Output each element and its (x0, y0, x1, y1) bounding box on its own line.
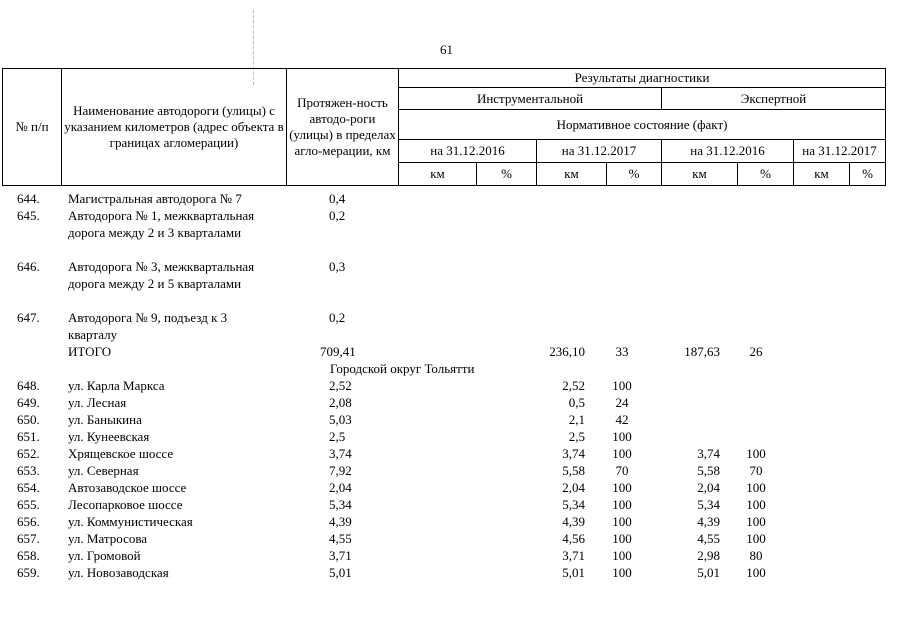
instrumental-km: 5,58 (562, 463, 585, 478)
expert-pct: 100 (746, 480, 766, 495)
row-number: 659. (17, 565, 40, 580)
total-instrumental-km: 236,10 (549, 344, 585, 359)
road-length: 5,01 (329, 565, 352, 580)
instrumental-km: 2,04 (562, 480, 585, 495)
row-number: 644. (17, 191, 40, 206)
instrumental-km: 5,01 (562, 565, 585, 580)
instrumental-pct: 100 (612, 531, 632, 546)
expert-pct: 80 (749, 548, 763, 563)
instrumental-km: 2,5 (568, 429, 585, 444)
total-length: 709,41 (320, 344, 356, 359)
road-length: 0,2 (329, 208, 346, 223)
row-number: 654. (17, 480, 40, 495)
instrumental-km: 4,39 (562, 514, 585, 529)
table-row (0, 190, 905, 207)
row-number: 646. (17, 259, 40, 274)
instrumental-km: 3,74 (562, 446, 585, 461)
instrumental-pct: 42 (615, 412, 629, 427)
table-row (0, 258, 905, 309)
total-row (0, 343, 905, 360)
expert-pct: 100 (746, 497, 766, 512)
row-number: 657. (17, 531, 40, 546)
instrumental-pct: 100 (612, 565, 632, 580)
road-name: Автодорога № 3, межквартальная дорога между 2 и 5 кварталами (68, 259, 255, 291)
road-name: ул. Баныкина (68, 412, 142, 427)
road-name: ул. Карла Маркса (68, 378, 165, 393)
row-number: 649. (17, 395, 40, 410)
header-results: Результаты диагностики (399, 69, 886, 88)
header-km: км (537, 163, 607, 186)
table-row (0, 479, 905, 496)
instrumental-km: 0,5 (568, 395, 585, 410)
row-number: 656. (17, 514, 40, 529)
road-name: Хрящевское шоссе (68, 446, 174, 461)
header-date-4: на 31.12.2017 (794, 140, 886, 163)
road-name: Автозаводское шоссе (68, 480, 187, 495)
expert-km: 5,34 (697, 497, 720, 512)
header-pct: % (477, 163, 537, 186)
instrumental-pct: 100 (612, 480, 632, 495)
table-row (0, 207, 905, 258)
total-label: ИТОГО (68, 344, 112, 359)
instrumental-km: 3,71 (562, 548, 585, 563)
road-length: 4,39 (329, 514, 352, 529)
expert-km: 5,01 (697, 565, 720, 580)
road-name: ул. Кунеевская (68, 429, 150, 444)
table-row (0, 445, 905, 462)
row-number: 653. (17, 463, 40, 478)
road-name: ул. Северная (68, 463, 139, 478)
road-length: 0,3 (329, 259, 346, 274)
road-length: 0,2 (329, 310, 346, 325)
header-km: км (399, 163, 477, 186)
road-length: 2,08 (329, 395, 352, 410)
expert-pct: 100 (746, 531, 766, 546)
table-row (0, 530, 905, 547)
instrumental-pct: 100 (612, 497, 632, 512)
header-normative: Нормативное состояние (факт) (399, 110, 886, 140)
instrumental-km: 2,52 (562, 378, 585, 393)
road-length: 3,71 (329, 548, 352, 563)
instrumental-km: 5,34 (562, 497, 585, 512)
row-number: 650. (17, 412, 40, 427)
header-km: км (662, 163, 738, 186)
road-length: 0,4 (329, 191, 346, 206)
expert-pct: 100 (746, 565, 766, 580)
header-pct: % (738, 163, 794, 186)
total-expert-pct: 26 (749, 344, 763, 359)
instrumental-km: 4,56 (562, 531, 585, 546)
header-km: км (794, 163, 850, 186)
header-pct: % (607, 163, 662, 186)
row-number: 647. (17, 310, 40, 325)
instrumental-pct: 100 (612, 446, 632, 461)
table-row (0, 513, 905, 530)
table-row (0, 309, 905, 343)
table-row (0, 411, 905, 428)
header-expert: Экспертной (662, 88, 886, 110)
total-expert-km: 187,63 (684, 344, 720, 359)
road-length: 5,34 (329, 497, 352, 512)
header-name: Наименование автодороги (улицы) с указанием километров (адрес объекта в границах агломерации) (62, 69, 287, 186)
row-number: 658. (17, 548, 40, 563)
instrumental-pct: 100 (612, 514, 632, 529)
total-instrumental-pct: 33 (615, 344, 629, 359)
road-name: ул. Громовой (68, 548, 141, 563)
table-row (0, 394, 905, 411)
table-row (0, 377, 905, 394)
table-row (0, 547, 905, 564)
header-date-1: на 31.12.2016 (399, 140, 537, 163)
road-name: ул. Новозаводская (68, 565, 169, 580)
road-name: Лесопарковое шоссе (68, 497, 183, 512)
instrumental-pct: 100 (612, 378, 632, 393)
road-length: 3,74 (329, 446, 352, 461)
table-row (0, 564, 905, 581)
header-date-2: на 31.12.2017 (537, 140, 662, 163)
expert-km: 2,04 (697, 480, 720, 495)
table-header (2, 68, 886, 186)
expert-pct: 70 (749, 463, 763, 478)
road-length: 2,5 (329, 429, 346, 444)
expert-km: 4,39 (697, 514, 720, 529)
road-name: ул. Лесная (68, 395, 127, 410)
expert-km: 2,98 (697, 548, 720, 563)
header-date-3: на 31.12.2016 (662, 140, 794, 163)
row-number: 645. (17, 208, 40, 223)
road-name: Автодорога № 1, межквартальная дорога между 2 и 3 кварталами (68, 208, 255, 240)
road-length: 2,52 (329, 378, 352, 393)
instrumental-pct: 24 (615, 395, 629, 410)
road-length: 2,04 (329, 480, 352, 495)
table-row (0, 462, 905, 479)
header-length: Протяжен-ность автодо-роги (улицы) в пределах агло-мерации, км (287, 69, 399, 186)
expert-km: 3,74 (697, 446, 720, 461)
expert-pct: 100 (746, 446, 766, 461)
expert-km: 5,58 (697, 463, 720, 478)
road-name: ул. Коммунистическая (68, 514, 193, 529)
road-name: Автодорога № 9, подъезд к 3 кварталу (68, 310, 228, 342)
instrumental-km: 2,1 (568, 412, 585, 427)
row-number: 648. (17, 378, 40, 393)
section-title: Городской округ Тольятти (330, 361, 475, 376)
table-row (0, 496, 905, 513)
row-number: 651. (17, 429, 40, 444)
road-name: Магистральная автодорога № 7 (68, 191, 242, 206)
page-number: 61 (440, 42, 453, 57)
table-body (0, 190, 905, 581)
road-length: 4,55 (329, 531, 352, 546)
header-pct: % (850, 163, 886, 186)
header-num: № п/п (3, 69, 62, 186)
road-length: 7,92 (329, 463, 352, 478)
instrumental-pct: 100 (612, 429, 632, 444)
header-instrumental: Инструментальной (399, 88, 662, 110)
row-number: 652. (17, 446, 40, 461)
row-number: 655. (17, 497, 40, 512)
expert-pct: 100 (746, 514, 766, 529)
table-row (0, 428, 905, 445)
instrumental-pct: 70 (615, 463, 629, 478)
road-length: 5,03 (329, 412, 352, 427)
instrumental-pct: 100 (612, 548, 632, 563)
expert-km: 4,55 (697, 531, 720, 546)
road-name: ул. Матросова (68, 531, 148, 546)
